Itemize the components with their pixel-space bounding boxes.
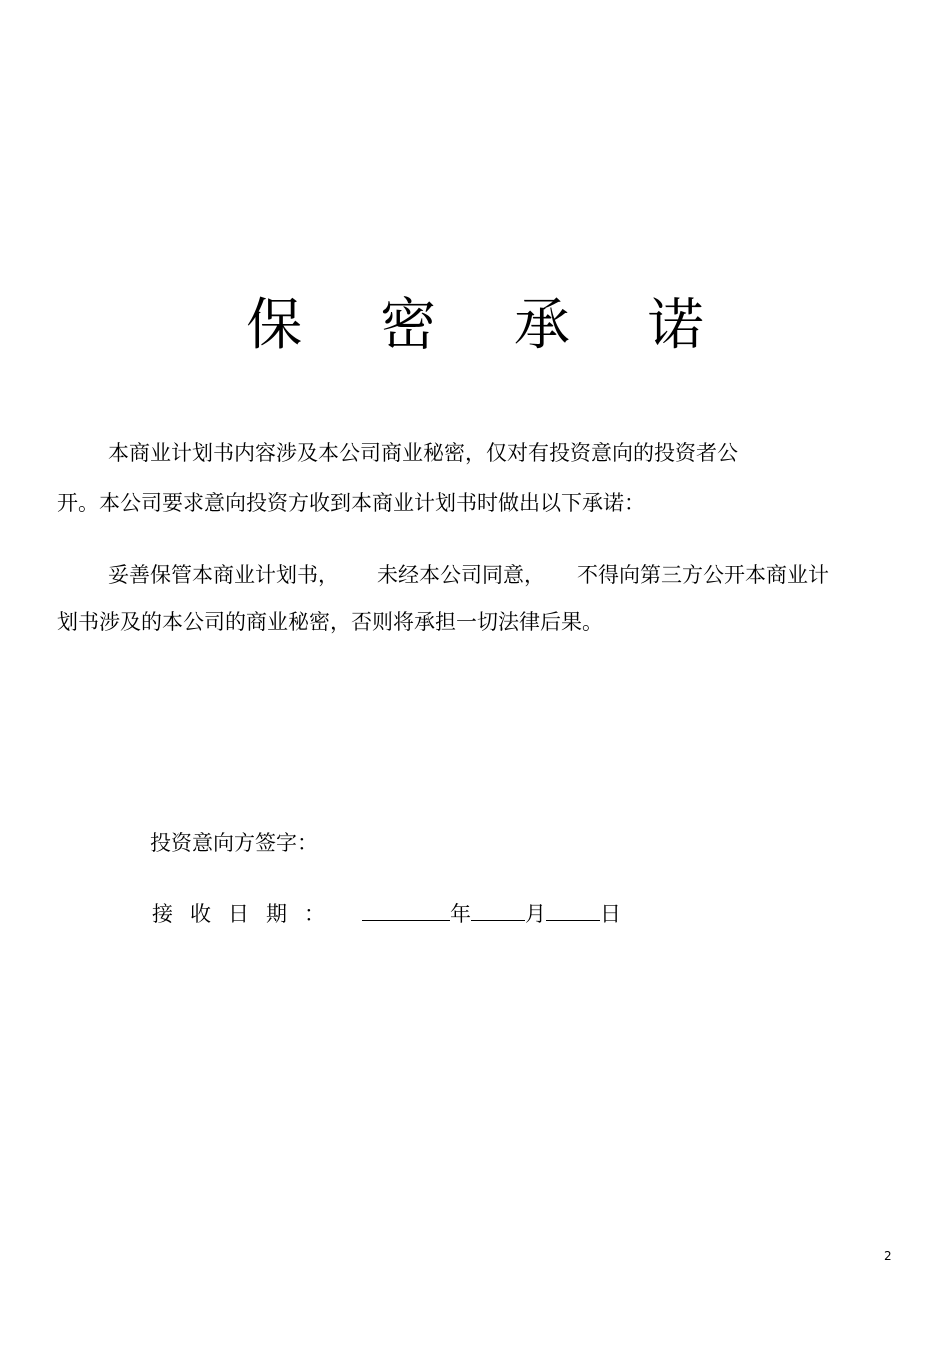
paragraph-1-line-1: 本商业计划书内容涉及本公司商业秘密，仅对有投资意向的投资者公 xyxy=(108,441,738,465)
year-blank[interactable] xyxy=(362,898,450,921)
month-label: 月 xyxy=(525,902,546,926)
year-label: 年 xyxy=(450,902,471,926)
day-blank[interactable] xyxy=(546,898,600,921)
document-title: 保 密 承 诺 xyxy=(246,293,734,358)
receipt-date-label: 接收日期： xyxy=(152,902,342,926)
paragraph-2-segment-3: 不得向第三方公开本商业计 xyxy=(577,563,829,587)
paragraph-2-segment-2: 未经本公司同意， xyxy=(377,563,545,587)
signature-label: 投资意向方签字： xyxy=(150,831,318,855)
day-label: 日 xyxy=(600,902,621,926)
paragraph-2-segment-1: 妥善保管本商业计划书， xyxy=(108,563,339,587)
paragraph-2-line-2: 划书涉及的本公司的商业秘密，否则将承担一切法律后果。 xyxy=(57,610,603,634)
paragraph-1-line-2: 开。本公司要求意向投资方收到本商业计划书时做出以下承诺： xyxy=(57,491,645,515)
receipt-date-row xyxy=(152,898,621,929)
paragraph-2-line-1 xyxy=(108,560,829,590)
month-blank[interactable] xyxy=(471,898,525,921)
page-number: 2 xyxy=(884,1249,892,1263)
